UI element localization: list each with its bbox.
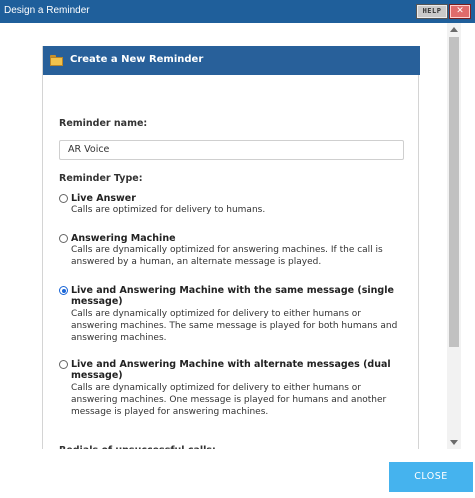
dialog-footer — [0, 449, 475, 498]
scroll-down-arrow-icon[interactable] — [450, 440, 458, 445]
live-and-answering-same-radio[interactable] — [59, 286, 68, 295]
option-description: Calls are dynamically optimized for answering machines. If the call is answered by a human, an alternate message is played. — [71, 245, 383, 267]
vertical-scrollbar[interactable] — [447, 23, 461, 449]
window-title: Design a Reminder — [4, 5, 90, 16]
live-answer-radio[interactable] — [59, 194, 68, 203]
option-title: Live and Answering Machine with alternate messages (dual message) — [71, 359, 391, 381]
close-button[interactable]: CLOSE — [389, 462, 473, 492]
option-title: Live and Answering Machine with the same message (single message) — [71, 285, 394, 307]
option-description: Calls are optimized for delivery to humans. — [71, 205, 266, 215]
close-window-button[interactable]: ✕ — [450, 5, 470, 18]
reminder-type-label: Reminder Type: — [59, 173, 143, 184]
option-description: Calls are dynamically optimized for delivery to either humans or answering machines. The same message is played for both humans and answering machines. — [71, 309, 398, 343]
answering-machine-radio[interactable] — [59, 234, 68, 243]
folder-icon — [50, 55, 64, 66]
panel-title: Create a New Reminder — [70, 54, 204, 65]
scrollbar-thumb[interactable] — [449, 37, 459, 347]
live-and-answering-alternate-radio[interactable] — [59, 360, 68, 369]
option-description: Calls are dynamically optimized for delivery to either humans or answering machines. One message is played for humans and another message is played for answering machines. — [71, 383, 387, 417]
panel-header — [43, 46, 420, 75]
help-button[interactable]: HELP — [417, 5, 447, 18]
title-bar — [0, 0, 475, 23]
dialog-content — [0, 23, 461, 449]
scroll-up-arrow-icon[interactable] — [450, 27, 458, 32]
reminder-panel — [42, 46, 419, 476]
reminder-name-input[interactable]: AR Voice — [59, 140, 404, 160]
reminder-name-label: Reminder name: — [59, 118, 148, 129]
option-title: Live Answer — [71, 193, 136, 204]
option-title: Answering Machine — [71, 233, 176, 244]
